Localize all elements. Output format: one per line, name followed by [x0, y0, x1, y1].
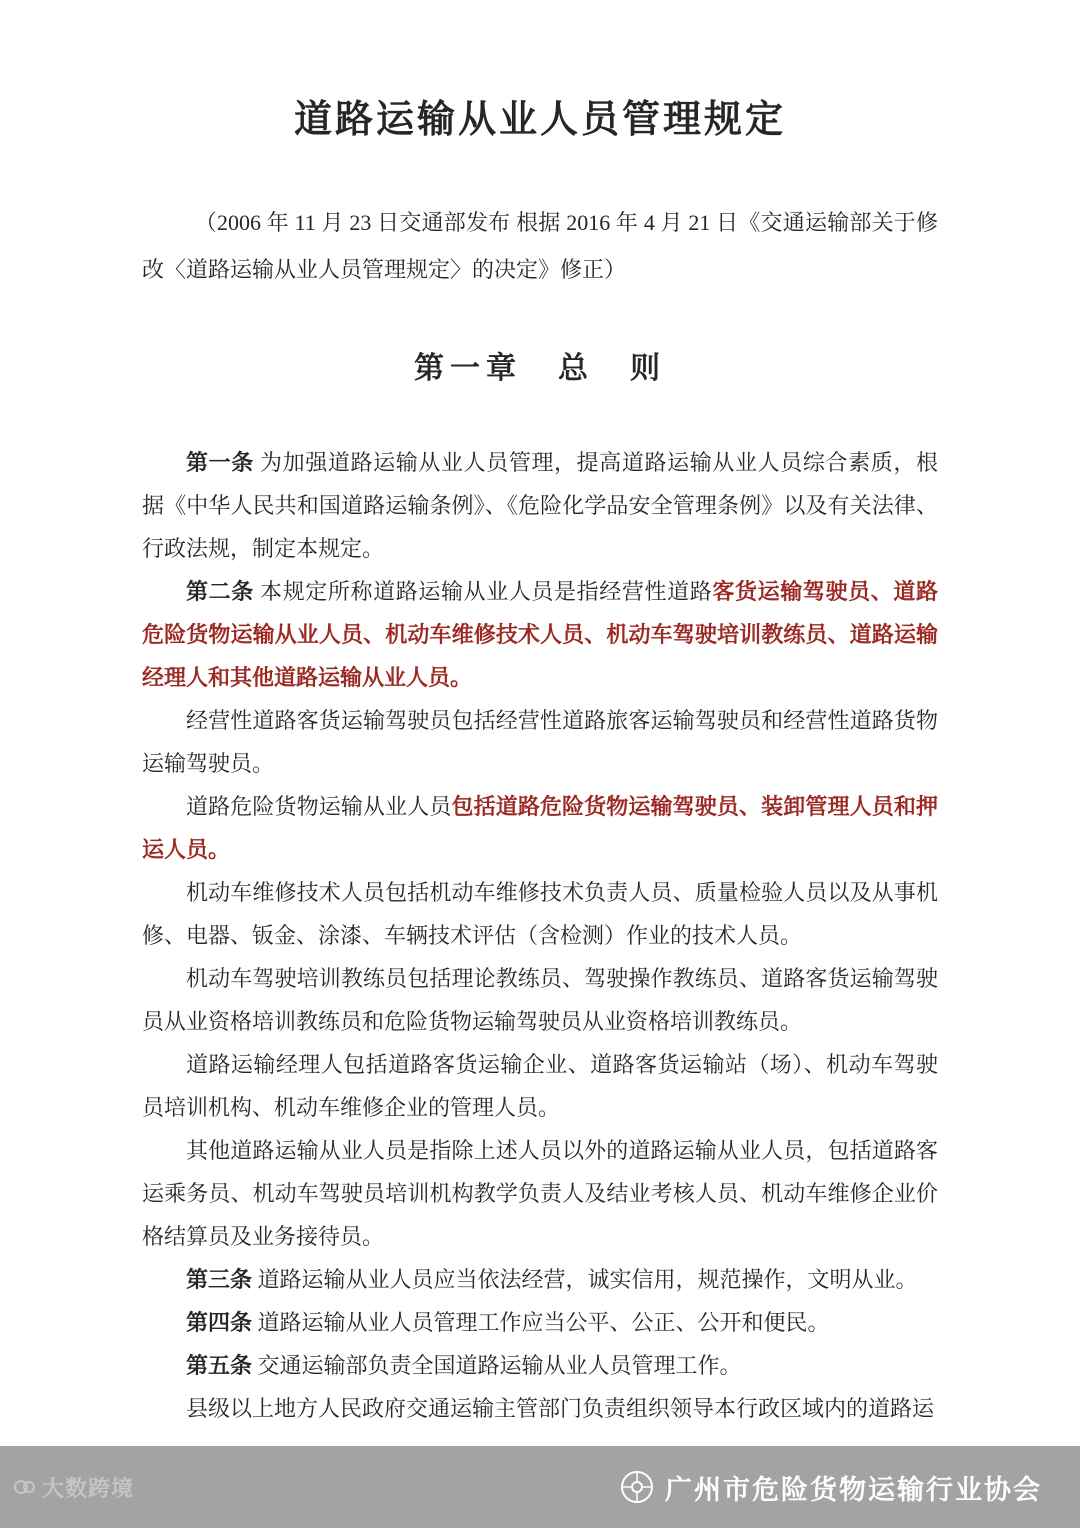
- text-run: 道路运输从业人员应当依法经营，诚实信用，规范操作，文明从业。: [252, 1267, 918, 1292]
- paragraph: [142, 1344, 938, 1387]
- text-run: 第五条: [186, 1353, 253, 1378]
- text-run: 第四条: [186, 1310, 253, 1335]
- association-banner: [619, 1468, 1042, 1507]
- association-logo-icon: [619, 1469, 655, 1505]
- text-run: 其他道路运输从业人员是指除上述人员以外的道路运输从业人员，包括道路客运乘务员、机动车驾驶员培训机构教学负责人及结业考核人员、机动车维修企业价格结算员及业务接待员。: [142, 1138, 938, 1249]
- text-run: 道路运输经理人包括道路客货运输企业、道路客货运输站（场）、机动车驾驶员培训机构、机动车维修企业的管理人员。: [142, 1052, 938, 1120]
- paragraph: [142, 1258, 938, 1301]
- paragraph: [142, 570, 938, 699]
- watermark: [12, 1472, 134, 1503]
- paragraph: [142, 957, 938, 1043]
- text-run: 县级以上地方人民政府交通运输主管部门负责组织领导本行政区域内的道路运: [186, 1396, 935, 1421]
- text-run: 包括道路危险货物运输驾驶员、装卸管理人员和押运人员。: [142, 794, 938, 862]
- paragraph: [142, 1301, 938, 1344]
- paragraph: [142, 785, 938, 871]
- footer-bar: [0, 1446, 1080, 1528]
- dashu-logo-icon: [12, 1475, 36, 1499]
- text-run: 本规定所称道路运输从业人员是指经营性道路: [253, 579, 713, 604]
- paragraph: [142, 871, 938, 957]
- text-run: 经营性道路客货运输驾驶员包括经营性道路旅客运输驾驶员和经营性道路货物运输驾驶员。: [142, 708, 938, 776]
- paragraph: [142, 1387, 938, 1430]
- paragraph: [142, 699, 938, 785]
- text-run: 机动车维修技术人员包括机动车维修技术负责人员、质量检验人员以及从事机修、电器、钣金、涂漆、车辆技术评估（含检测）作业的技术人员。: [142, 880, 938, 948]
- paragraph: [142, 1043, 938, 1129]
- document-body: [142, 441, 938, 1430]
- text-run: 第二条: [186, 579, 254, 604]
- text-run: 客货运输驾驶员、道路危险货物运输从业人员、机动车维修技术人员、机动车驾驶培训教练员、道路运输经理人和其他道路运输从业人员。: [142, 579, 938, 690]
- preamble-paragraph: （2006 年 11 月 23 日交通部发布 根据 2016 年 4 月 21 日《交通运输部关于修改〈道路运输从业人员管理规定〉的决定》修正）: [142, 210, 938, 282]
- document-title: 道路运输从业人员管理规定: [293, 99, 786, 141]
- text-run: 第三条: [186, 1267, 253, 1292]
- watermark-text: 大数跨境: [42, 1475, 135, 1501]
- text-run: 道路运输从业人员管理工作应当公平、公正、公开和便民。: [252, 1310, 830, 1335]
- text-run: 道路危险货物运输从业人员: [186, 794, 452, 819]
- text-run: 交通运输部负责全国道路运输从业人员管理工作。: [252, 1353, 742, 1378]
- paragraph: [142, 441, 938, 570]
- text-run: 机动车驾驶培训教练员包括理论教练员、驾驶操作教练员、道路客货运输驾驶员从业资格培训教练员和危险货物运输驾驶员从业资格培训教练员。: [142, 966, 938, 1034]
- text-run: 第一条: [186, 450, 254, 475]
- paragraph: [142, 1129, 938, 1258]
- chapter-heading: 第一章 总 则: [414, 352, 666, 385]
- association-name: 广州市危险货物运输行业协会: [665, 1474, 1042, 1505]
- text-run: 为加强道路运输从业人员管理，提高道路运输从业人员综合素质，根据《中华人民共和国道路运输条例》、《危险化学品安全管理条例》以及有关法律、行政法规，制定本规定。: [142, 450, 938, 561]
